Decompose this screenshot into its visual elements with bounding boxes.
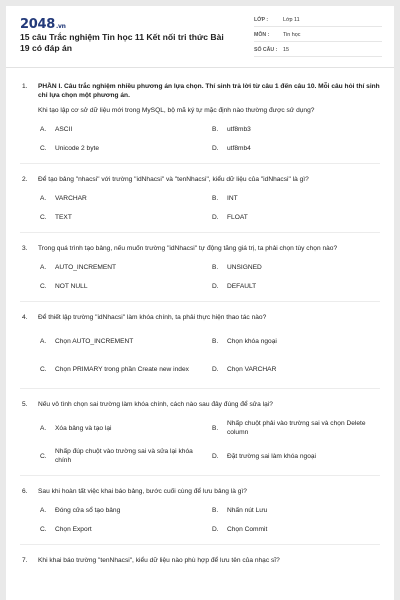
question-heading bbox=[20, 487, 380, 496]
question-block bbox=[20, 400, 380, 476]
answer-options bbox=[40, 194, 380, 222]
section-instructions: PHẦN I. Câu trắc nghiệm nhiều phương án lựa chọn. Thí sinh trả lời từ câu 1 đến câu 10. Mỗi câu hỏi thí sinh chỉ lựa chọn một phương án. bbox=[38, 83, 380, 99]
answer-options bbox=[40, 125, 380, 153]
document-title: 15 câu Trắc nghiệm Tin học 11 Kết nối tri thức Bài 19 có đáp án bbox=[20, 32, 224, 53]
question-text: Trong quá trình tạo bảng, nếu muốn trường "idNhacsi" tự động tăng giá trị, ta phải chọn tùy chọn nào? bbox=[38, 245, 338, 252]
option-letter: B. bbox=[212, 195, 219, 202]
option-text: Unicode 2 byte bbox=[55, 145, 99, 152]
answer-option[interactable] bbox=[212, 332, 384, 350]
option-letter: B. bbox=[212, 264, 219, 271]
meta-info bbox=[254, 14, 382, 59]
option-text: AUTO_INCREMENT bbox=[55, 264, 117, 271]
question-number: 7. bbox=[22, 557, 28, 564]
answer-options bbox=[40, 332, 380, 378]
option-text: Chọn Commit bbox=[227, 526, 268, 533]
option-letter: D. bbox=[212, 365, 219, 373]
option-letter: D. bbox=[212, 145, 219, 152]
answer-option[interactable] bbox=[212, 506, 384, 515]
logo-text: 2048 bbox=[20, 17, 55, 32]
question-number: 2. bbox=[22, 176, 28, 183]
option-letter: D. bbox=[212, 283, 219, 290]
option-text: utf8mb4 bbox=[227, 145, 251, 152]
answer-option[interactable] bbox=[212, 447, 384, 465]
question-text: Khi khai báo trường "tenNhacsi", kiểu dữ liệu nào phù hợp để lưu tên của nhạc sĩ? bbox=[38, 557, 280, 564]
option-text: Nhấp chuột phải vào trường sai và chọn Delete column bbox=[227, 420, 366, 436]
answer-option[interactable] bbox=[40, 506, 212, 515]
option-text: ASCII bbox=[55, 126, 73, 133]
option-letter: B. bbox=[212, 126, 219, 133]
answer-option[interactable] bbox=[40, 360, 212, 378]
answer-option[interactable] bbox=[212, 525, 384, 534]
option-text: VARCHAR bbox=[55, 195, 87, 202]
option-text: FLOAT bbox=[227, 214, 248, 221]
question-block bbox=[20, 313, 380, 389]
answer-option[interactable] bbox=[212, 419, 384, 437]
meta-value: 15 bbox=[283, 47, 289, 53]
answer-option[interactable] bbox=[212, 125, 384, 134]
option-letter: C. bbox=[40, 526, 47, 533]
option-text: DEFAULT bbox=[227, 283, 257, 290]
option-letter: C. bbox=[40, 145, 47, 152]
answer-option[interactable] bbox=[40, 525, 212, 534]
option-letter: C. bbox=[40, 214, 47, 221]
answer-option[interactable] bbox=[40, 332, 212, 350]
option-text: Chọn khóa ngoại bbox=[227, 337, 277, 345]
question-number: 1. bbox=[22, 83, 28, 90]
option-letter: A. bbox=[40, 195, 47, 202]
option-text: Chọn AUTO_INCREMENT bbox=[55, 337, 134, 345]
meta-label: SỐ CÂU : bbox=[254, 47, 278, 53]
meta-value: Lớp 11 bbox=[283, 17, 300, 23]
option-letter: B. bbox=[212, 424, 219, 432]
answer-option[interactable] bbox=[212, 213, 384, 222]
option-text: Chọn Export bbox=[55, 526, 92, 533]
answer-option[interactable] bbox=[212, 263, 384, 272]
answer-option[interactable] bbox=[212, 360, 384, 378]
question-text: Để tạo bảng "nhacsi" với trường "idNhacsi" và "tenNhacsi", kiểu dữ liệu của "idNhacsi" là gì? bbox=[38, 176, 309, 183]
answer-options bbox=[40, 263, 380, 291]
question-number: 4. bbox=[22, 314, 28, 321]
answer-option[interactable] bbox=[40, 282, 212, 291]
option-text: NOT NULL bbox=[55, 283, 88, 290]
option-letter: C. bbox=[40, 452, 47, 460]
question-heading bbox=[20, 313, 380, 322]
option-letter: B. bbox=[212, 507, 219, 514]
option-letter: A. bbox=[40, 126, 47, 133]
answer-option[interactable] bbox=[212, 144, 384, 153]
question-block bbox=[20, 244, 380, 302]
question-block bbox=[20, 487, 380, 545]
answer-option[interactable] bbox=[40, 144, 212, 153]
question-list bbox=[6, 68, 394, 575]
answer-option[interactable] bbox=[40, 213, 212, 222]
document-page bbox=[6, 6, 394, 600]
option-letter: D. bbox=[212, 214, 219, 221]
question-text: Khi tạo lập cơ sở dữ liệu mới trong MySQL, bộ mã ký tự mặc định nào thường được sử dụng? bbox=[38, 107, 315, 114]
logo-suffix: .vn bbox=[55, 23, 66, 30]
option-text: Nhấp đúp chuột vào trường sai và sửa lại khóa chính bbox=[55, 448, 193, 464]
option-text: utf8mb3 bbox=[227, 126, 251, 133]
option-letter: A. bbox=[40, 264, 47, 271]
question-block bbox=[20, 82, 380, 164]
option-text: Xóa bảng và tạo lại bbox=[55, 424, 112, 432]
document-header bbox=[6, 6, 394, 68]
option-text: Chọn PRIMARY trong phần Create new index bbox=[55, 365, 189, 373]
meta-label: MÔN : bbox=[254, 32, 270, 38]
option-letter: D. bbox=[212, 526, 219, 533]
question-text: Để thiết lập trường "idNhacsi" làm khóa chính, ta phải thực hiện thao tác nào? bbox=[38, 314, 267, 321]
question-heading bbox=[20, 400, 380, 409]
option-letter: C. bbox=[40, 283, 47, 290]
option-letter: B. bbox=[212, 337, 219, 345]
answer-option[interactable] bbox=[40, 447, 212, 465]
answer-options bbox=[40, 506, 380, 534]
option-text: Nhấn nút Lưu bbox=[227, 507, 268, 514]
question-number: 6. bbox=[22, 488, 28, 495]
option-text: TEXT bbox=[55, 214, 72, 221]
option-text: Đóng cửa sổ tạo bảng bbox=[55, 507, 121, 514]
option-text: INT bbox=[227, 195, 238, 202]
meta-row-subject bbox=[254, 29, 382, 42]
question-heading bbox=[20, 244, 380, 253]
site-logo[interactable] bbox=[20, 17, 66, 32]
question-text: Sau khi hoàn tất việc khai báo bảng, bước cuối cùng để lưu bảng là gì? bbox=[38, 488, 247, 495]
option-letter: A. bbox=[40, 424, 47, 432]
meta-value: Tin học bbox=[283, 32, 301, 38]
option-text: Đặt trường sai làm khóa ngoại bbox=[227, 452, 317, 460]
option-letter: C. bbox=[40, 365, 47, 373]
option-letter: A. bbox=[40, 507, 47, 514]
answer-option[interactable] bbox=[212, 194, 384, 203]
question-number: 3. bbox=[22, 245, 28, 252]
option-text: UNSIGNED bbox=[227, 264, 262, 271]
question-text: Nếu vô tình chọn sai trường làm khóa chính, cách nào sau đây đúng để sửa lại? bbox=[38, 401, 273, 408]
answer-option[interactable] bbox=[40, 194, 212, 203]
answer-option[interactable] bbox=[40, 419, 212, 437]
meta-row-count bbox=[254, 44, 382, 57]
answer-option[interactable] bbox=[40, 125, 212, 134]
meta-label: LỚP : bbox=[254, 17, 269, 23]
answer-option[interactable] bbox=[212, 282, 384, 291]
question-heading bbox=[20, 82, 380, 100]
answer-option[interactable] bbox=[40, 263, 212, 272]
option-text: Chọn VARCHAR bbox=[227, 365, 277, 373]
question-number: 5. bbox=[22, 401, 28, 408]
meta-row-class bbox=[254, 14, 382, 27]
question-heading bbox=[20, 175, 380, 184]
option-letter: D. bbox=[212, 452, 219, 460]
question-block bbox=[20, 556, 380, 575]
question-block bbox=[20, 175, 380, 233]
answer-options bbox=[40, 419, 380, 465]
question-heading bbox=[20, 556, 380, 565]
option-letter: A. bbox=[40, 337, 47, 345]
